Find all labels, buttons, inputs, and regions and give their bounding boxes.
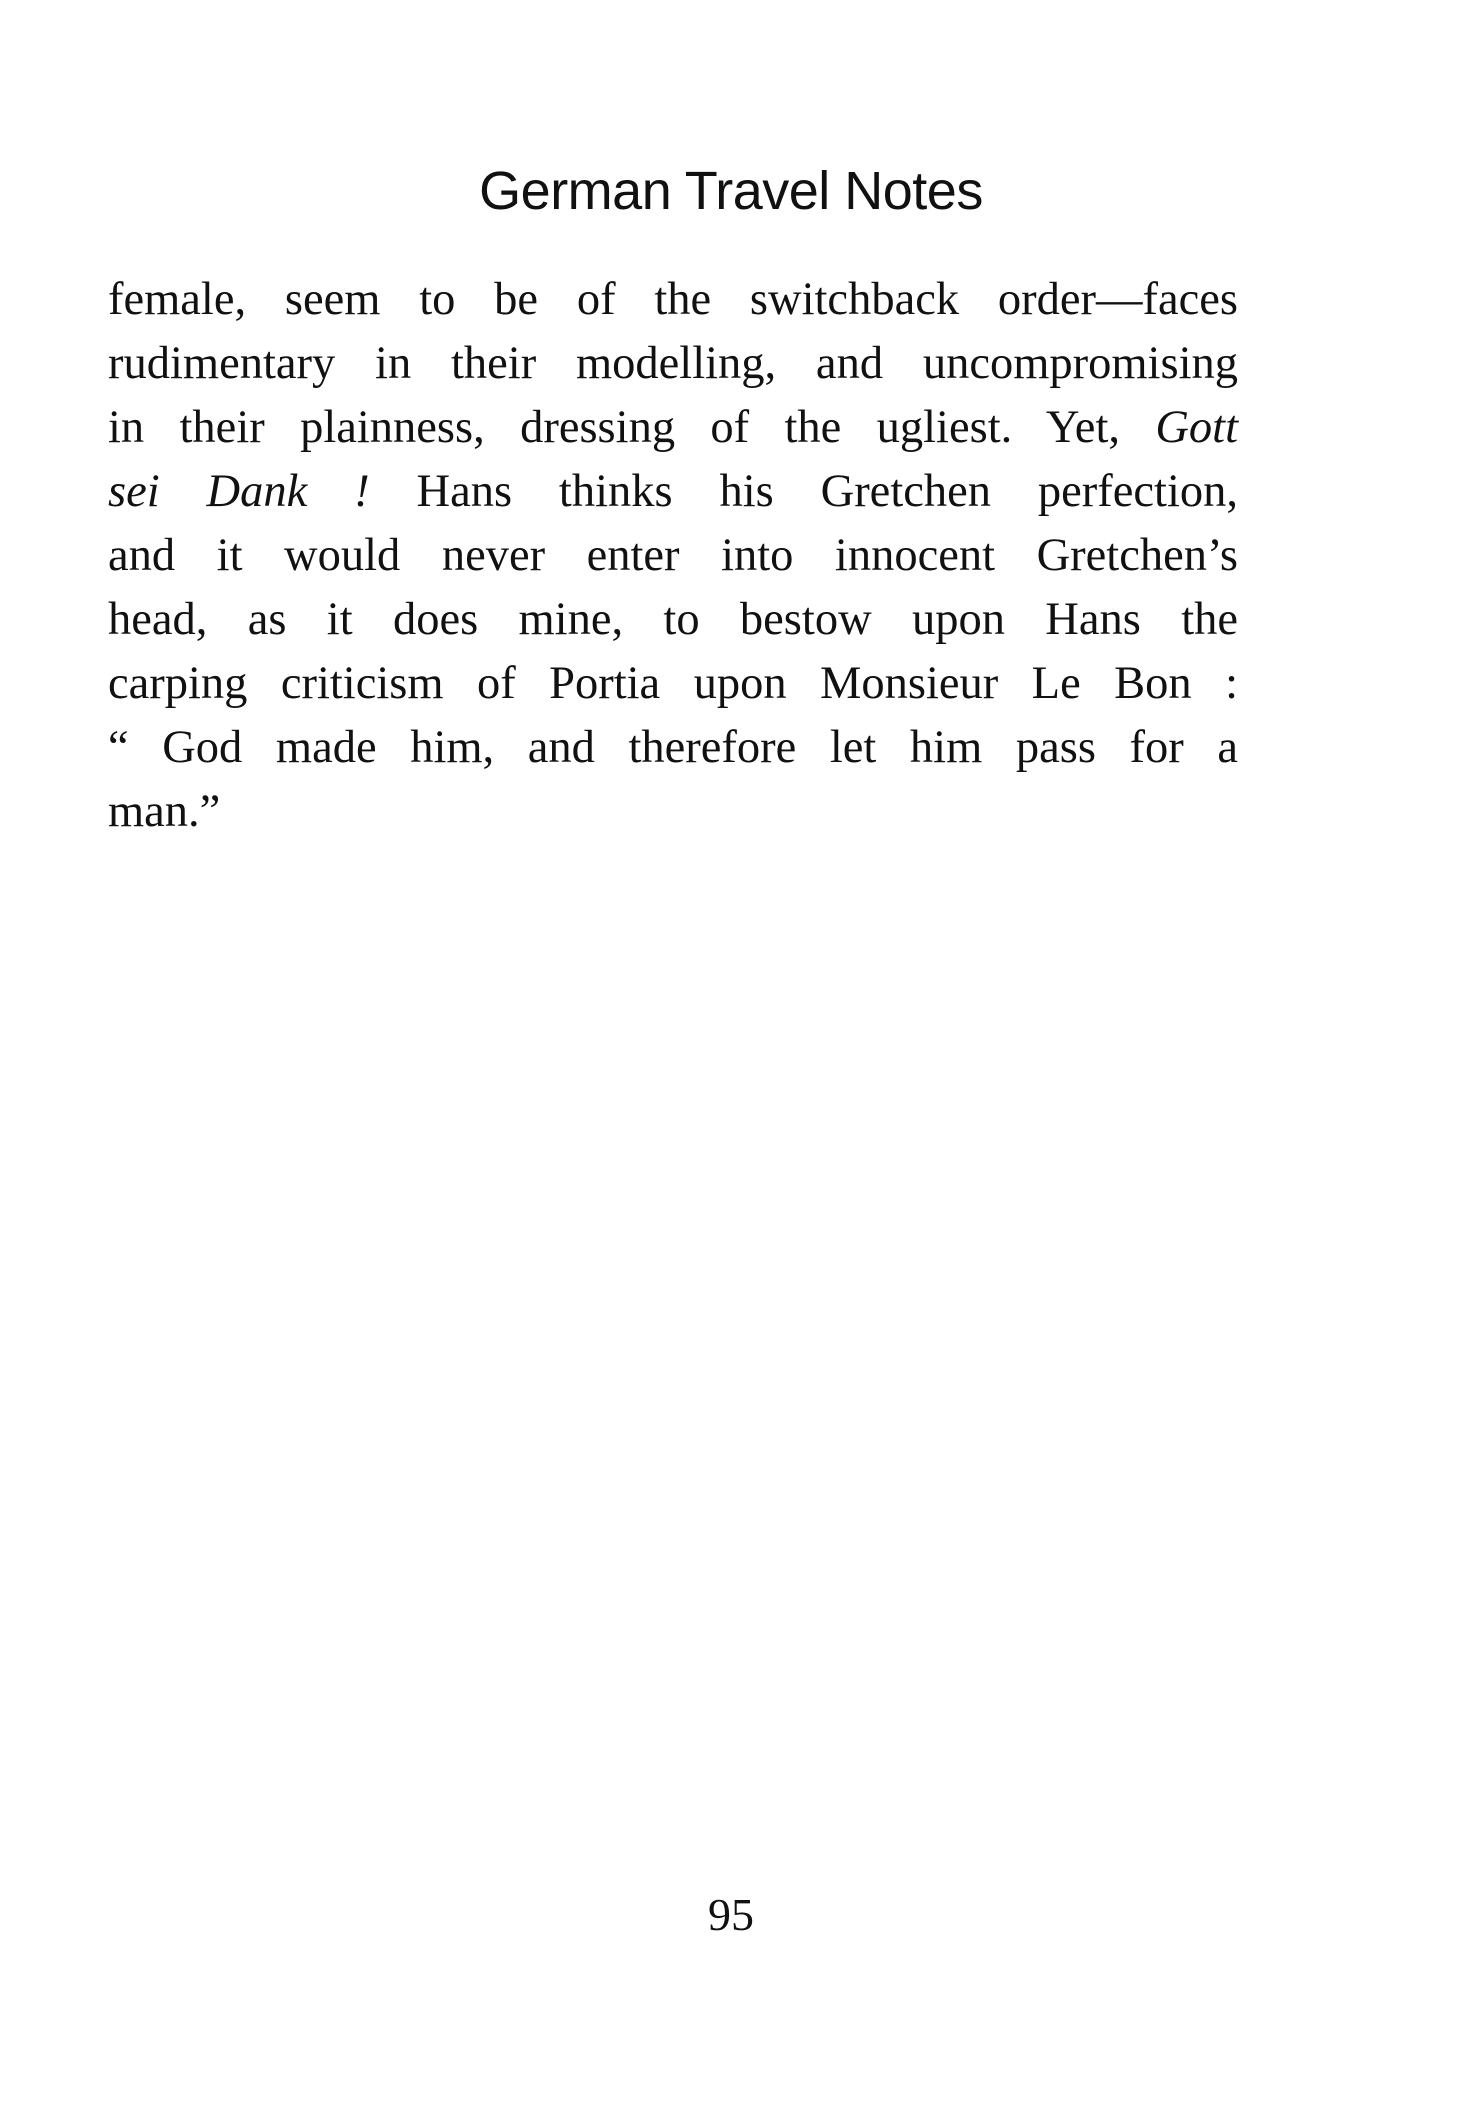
- text-span: head, as it does mine, to bestow upon Hans the: [108, 594, 1238, 645]
- text-line-3: [108, 396, 1238, 460]
- text-span: man.”: [108, 786, 221, 837]
- text-line-9: [108, 780, 1238, 844]
- text-span: in their plainness, dressing of the ugliest. Yet,: [108, 402, 1156, 453]
- text-line-4: [108, 460, 1238, 524]
- body-text: [108, 268, 1238, 844]
- text-line-2: [108, 332, 1238, 396]
- text-line-6: [108, 588, 1238, 652]
- text-span: rudimentary in their modelling, and uncompromising: [108, 338, 1238, 389]
- text-line-1: [108, 268, 1238, 332]
- text-line-5: [108, 524, 1238, 588]
- page-number: 95: [708, 1889, 754, 1940]
- italic-text-span: Gott: [1155, 402, 1238, 453]
- running-head: German Travel Notes: [479, 161, 983, 221]
- text-span: and it would never enter into innocent Gretchen’s: [108, 530, 1238, 581]
- text-span: carping criticism of Portia upon Monsieur Le Bon :: [108, 658, 1238, 709]
- text-span: female, seem to be of the switchback order—faces: [108, 274, 1238, 325]
- text-line-8: [108, 716, 1238, 780]
- text-span: Hans thinks his Gretchen perfection,: [369, 466, 1238, 517]
- text-span: “ God made him, and therefore let him pass for a: [108, 722, 1238, 773]
- text-line-7: [108, 652, 1238, 716]
- italic-text-span: sei Dank !: [108, 466, 370, 517]
